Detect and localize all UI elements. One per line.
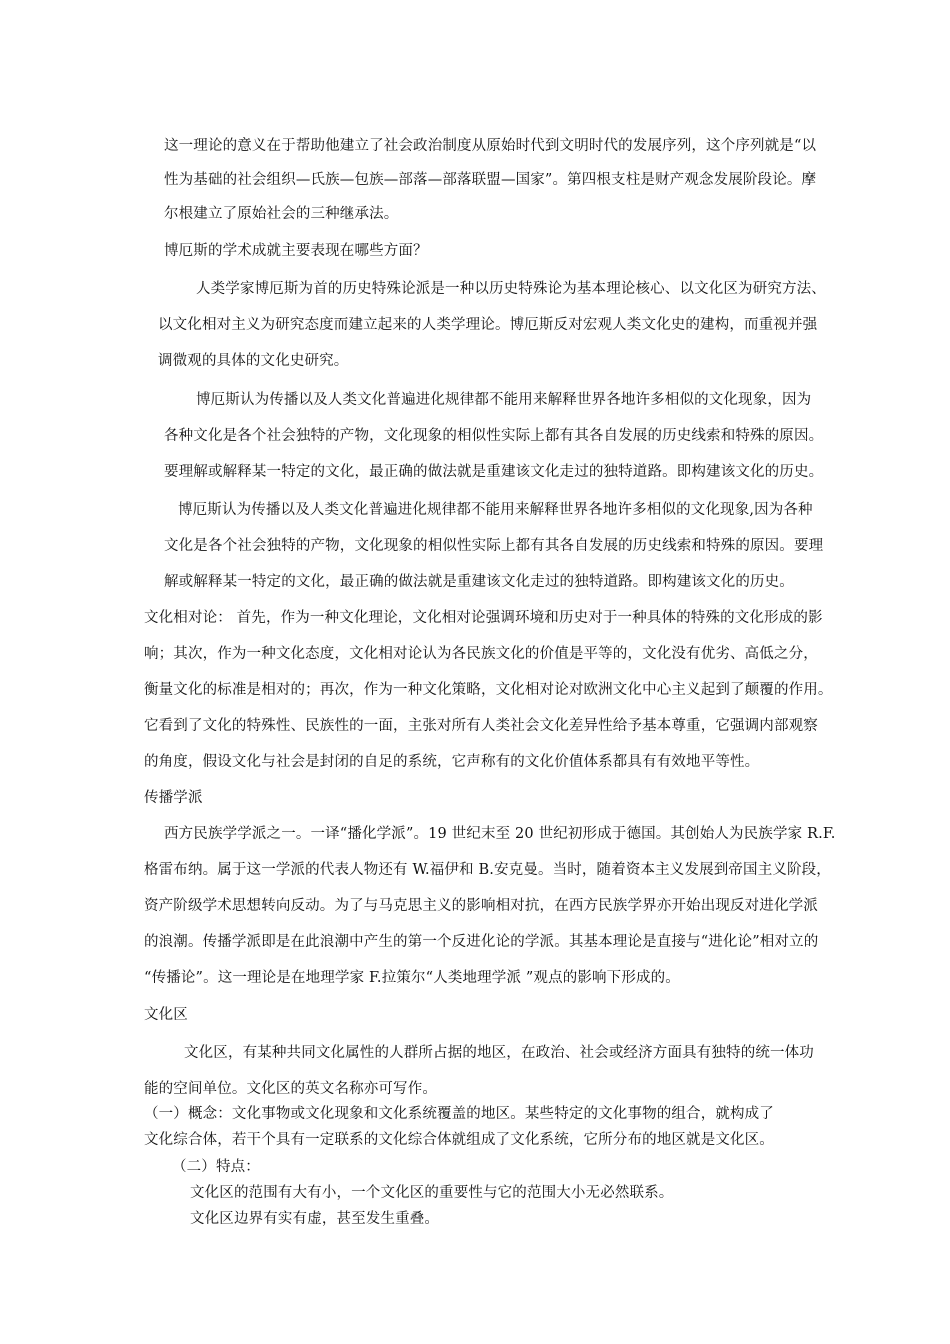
paragraph-line: 文化区的范围有大有小，一个文化区的重要性与它的范围大小无必然联系。 [190,1185,674,1201]
section-question: 博厄斯的学术成就主要表现在哪些方面？ [164,243,428,259]
paragraph-line: 博厄斯认为传播以及人类文化普遍进化规律都不能用来解释世界各地许多相似的文化现象，因为 [196,392,812,408]
paragraph-line: 资产阶级学术思想转向反动。为了与马克思主义的影响相对抗，在西方民族学界亦开始出现反对进化学派 [144,898,818,914]
paragraph-line: 文化相对论： 首先，作为一种文化理论，文化相对论强调环境和历史对于一种具体的特殊的文化形成的影 [144,610,823,626]
paragraph-line: 文化是各个社会独特的产物，文化现象的相似性实际上都有其各自发展的历史线索和特殊的原因。要理 [164,538,824,554]
paragraph-line: 解或解释某一特定的文化，最正确的做法就是重建该文化走过的独特道路。即构建该文化的历史。 [164,574,794,590]
paragraph-line: 调微观的具体的文化史研究。 [158,353,349,369]
paragraph-line: 的角度，假设文化与社会是封闭的自足的系统，它声称有的文化价值体系都具有有效地平等性。 [144,754,760,770]
paragraph-line: （一）概念：文化事物或文化现象和文化系统覆盖的地区。某些特定的文化事物的组合，就构成了 [144,1106,774,1122]
paragraph-line: 性为基础的社会组织—氏族—包族—部落—部落联盟—国家”。第四根支柱是财产观念发展阶段论。摩 [164,172,817,188]
paragraph-line: 这一理论的意义在于帮助他建立了社会政治制度从原始时代到文明时代的发展序列，这个序列就是“以 [164,138,817,154]
paragraph-line: “传播论”。这一理论是在地理学家 F.拉策尔“人类地理学派 ”观点的影响下形成的。 [144,970,680,986]
paragraph-line: 人类学家博厄斯为首的历史特殊论派是一种以历史特殊论为基本理论核心、以文化区为研究方法、 [196,281,826,297]
paragraph-line: 响；其次，作为一种文化态度，文化相对论认为各民族文化的价值是平等的，文化没有优劣、高低之分， [144,646,818,662]
paragraph-line: 西方民族学学派之一。一译“播化学派”。19 世纪末至 20 世纪初形成于德国。其创始人为民族学家 R.F. [164,826,836,842]
paragraph-line: 它看到了文化的特殊性、民族性的一面，主张对所有人类社会文化差异性给予基本尊重，它强调内部观察 [144,718,818,734]
paragraph-line: 文化区，有某种共同文化属性的人群所占据的地区，在政治、社会或经济方面具有独特的统一体功 [184,1045,814,1061]
paragraph-line: 要理解或解释某一特定的文化，最正确的做法就是重建该文化走过的独特道路。即构建该文化的历史。 [164,464,824,480]
paragraph-line: 以文化相对主义为研究态度而建立起来的人类学理论。博厄斯反对宏观人类文化史的建构，而重视并强 [158,317,818,333]
section-heading: 文化区 [144,1007,188,1023]
paragraph-line: 能的空间单位。文化区的英文名称亦可写作。 [144,1081,437,1097]
section-heading: 传播学派 [144,790,203,806]
subsection-heading: （二）特点： [172,1159,260,1175]
paragraph-line: 各种文化是各个社会独特的产物，文化现象的相似性实际上都有其各自发展的历史线索和特殊的原因。 [164,428,824,444]
paragraph-line: 格雷布纳。属于这一学派的代表人物还有 W.福伊和 B.安克曼。当时，随着资本主义发展到帝国主义阶段， [144,862,831,878]
paragraph-line: 博厄斯认为传播以及人类文化普遍进化规律都不能用来解释世界各地许多相似的文化现象,因为各种 [178,502,813,518]
paragraph-line: 尔根建立了原始社会的三种继承法。 [164,206,399,222]
paragraph-line: 文化综合体，若干个具有一定联系的文化综合体就组成了文化系统，它所分布的地区就是文化区。 [144,1132,774,1148]
paragraph-line: 的浪潮。传播学派即是在此浪潮中产生的第一个反进化论的学派。其基本理论是直接与“进化论”相对立的 [144,934,819,950]
paragraph-line: 文化区边界有实有虚，甚至发生重叠。 [190,1211,440,1227]
paragraph-line: 衡量文化的标准是相对的；再次，作为一种文化策略，文化相对论对欧洲文化中心主义起到了颠覆的作用。 [144,682,833,698]
